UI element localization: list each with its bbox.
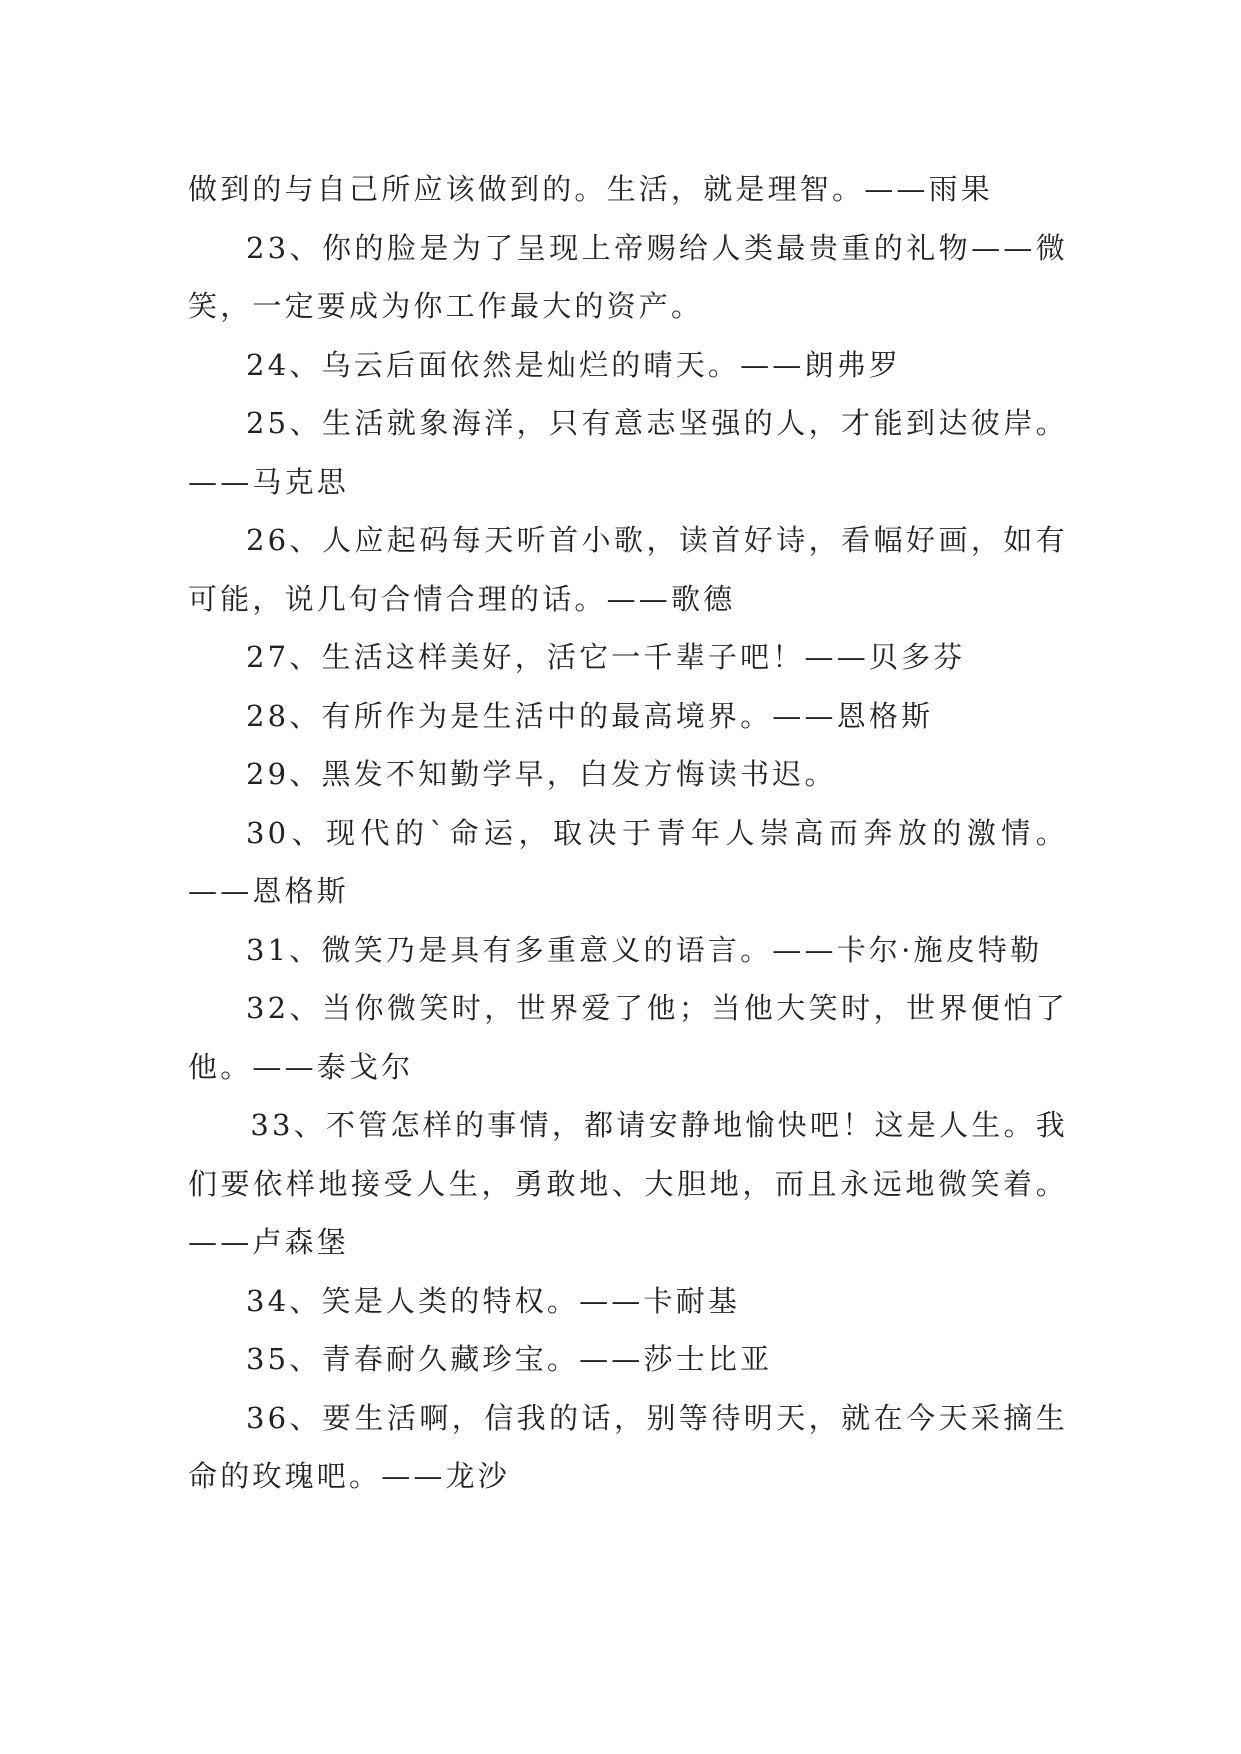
quote-paragraph-30: 30、现代的`命运，取决于青年人崇高而奔放的激情。——恩格斯 [188, 815, 1068, 908]
document-body [188, 160, 1068, 1506]
quote-paragraph-continuation: 做到的与自己所应该做到的。生活，就是理智。——雨果 [188, 172, 994, 206]
quote-paragraph-34: 34、笑是人类的特权。——卡耐基 [246, 1283, 741, 1318]
quote-paragraph-24: 24、乌云后面依然是灿烂的晴天。——朗弗罗 [246, 347, 902, 382]
quote-paragraph-23: 23、你的脸是为了呈现上帝赐给人类最贵重的礼物——微笑，一定要成为你工作最大的资产。 [188, 230, 1068, 323]
quote-paragraph-36: 36、要生活啊，信我的话，别等待明天，就在今天采摘生命的玫瑰吧。——龙沙 [188, 1400, 1068, 1493]
quote-paragraph-35: 35、青春耐久藏珍宝。——莎士比亚 [246, 1342, 773, 1376]
quote-paragraph-28: 28、有所作为是生活中的最高境界。——恩格斯 [246, 698, 934, 733]
quote-paragraph-27: 27、生活这样美好，活它一千辈子吧！——贝多芬 [246, 640, 966, 674]
quote-paragraph-25: 25、生活就象海洋，只有意志坚强的人，才能到达彼岸。——马克思 [188, 406, 1068, 499]
quote-paragraph-33: 33、不管怎样的事情，都请安静地愉快吧！这是人生。我们要依样地接受人生，勇敢地、大胆地，而且永远地微笑着。——卢森堡 [188, 1108, 1068, 1259]
quote-paragraph-31: 31、微笑乃是具有多重意义的语言。——卡尔·施皮特勒 [246, 932, 1043, 967]
quote-paragraph-29: 29、黑发不知勤学早，白发方悔读书迟。 [246, 757, 837, 791]
quote-paragraph-26: 26、人应起码每天听首小歌，读首好诗，看幅好画，如有可能，说几句合情合理的话。——歌德 [188, 523, 1068, 616]
quote-paragraph-32: 32、当你微笑时，世界爱了他；当他大笑时，世界便怕了他。——泰戈尔 [188, 991, 1068, 1084]
